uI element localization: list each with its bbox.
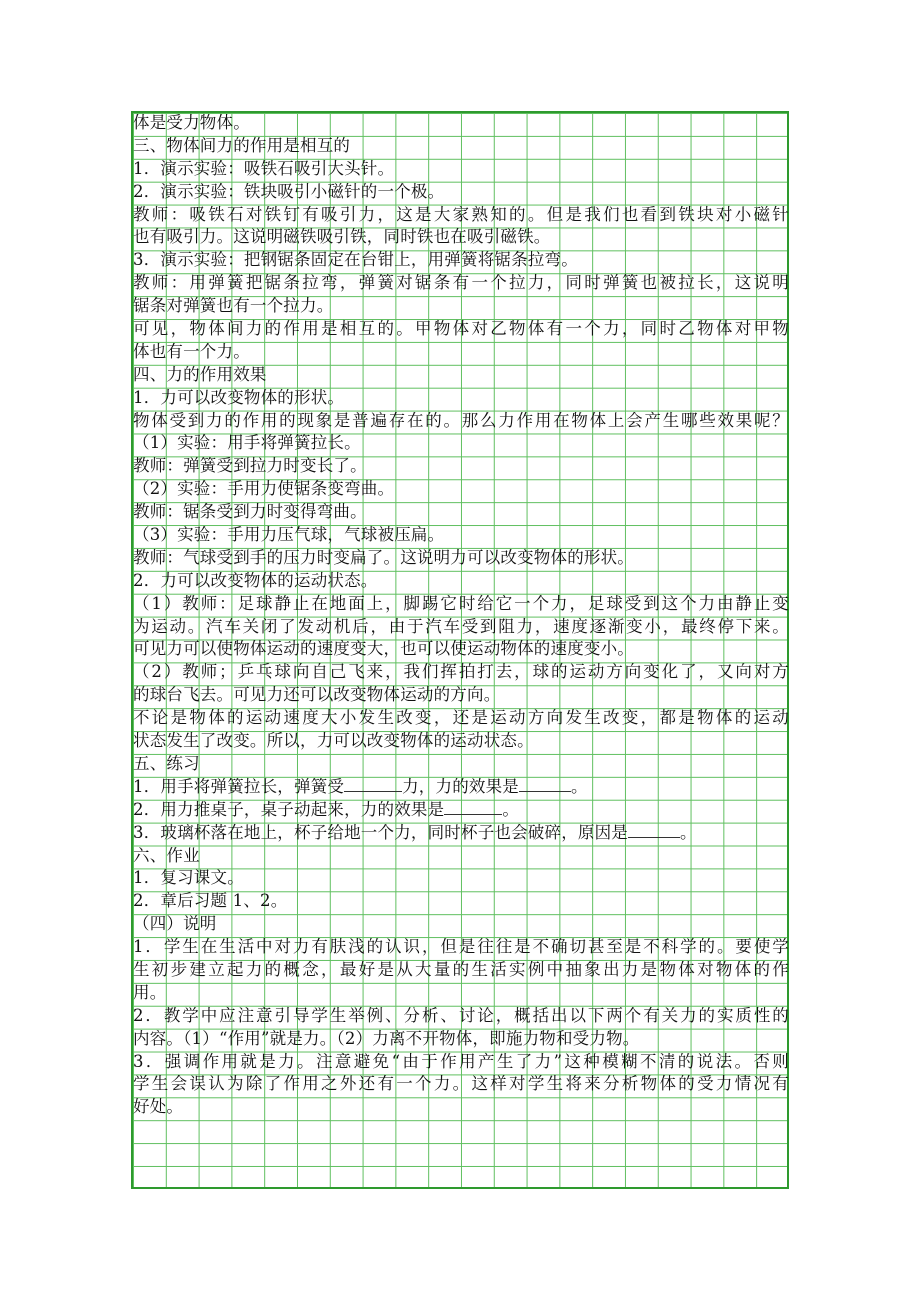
text-line: 生初步建立起力的概念，最好是从大量的生活实例中抽象出力是物体对物体的作	[133, 959, 789, 979]
section-heading: （四）说明	[133, 914, 217, 934]
text-line: （1）实验：用手将弹簧拉长。	[133, 433, 361, 453]
answer-blank	[519, 791, 571, 792]
exercise-line-1	[133, 776, 789, 799]
text-line: 教师：气球受到手的压力时变扁了。这说明力可以改变物体的形状。	[133, 547, 634, 567]
text-line: 内容。（1）“作用”就是力。（2）力离不开物体，即施力物和受力物。	[133, 1028, 640, 1048]
text-line: 学生会误认为除了作用之外还有一个力。这样对学生将来分析物体的受力情况有	[133, 1074, 789, 1094]
text-line: 2．教学中应注意引导学生举例、分析、讨论，概括出以下两个有关力的实质性的	[133, 1005, 789, 1025]
text-line: （1）教师：足球静止在地面上，脚踢它时给它一个力，足球受到这个力由静止变	[133, 593, 789, 613]
text-line: 体也有一个力。	[133, 341, 250, 361]
exercise-line-3	[133, 822, 789, 845]
document-body	[133, 112, 789, 1119]
answer-blank	[628, 837, 680, 838]
text-line: 用。	[133, 982, 167, 1002]
text-line: 1．力可以改变物体的形状。	[133, 387, 345, 407]
section-heading: 五、练习	[133, 753, 200, 773]
text-line: 3．强调作用就是力。注意避免“由于作用产生了力”这种模糊不清的说法。否则	[133, 1051, 789, 1071]
text-line: 教师：锯条受到力时变得弯曲。	[133, 502, 367, 522]
text-line: 教师：用弹簧把锯条拉弯，弹簧对锯条有一个拉力，同时弹簧也被拉长，这说明	[133, 273, 789, 293]
text-line: 1．演示实验：吸铁石吸引大头针。	[133, 158, 395, 178]
text-line: 教师：弹簧受到拉力时变长了。	[133, 456, 367, 476]
text-line: 的球台飞去。可见力还可以改变物体运动的方向。	[133, 685, 501, 705]
text-line: 1．复习课文。	[133, 868, 244, 888]
text-line: （2）实验：手用力使锯条变弯曲。	[133, 479, 395, 499]
exercise-text: 3．玻璃杯落在地上，杯子给地一个力，同时杯子也会破碎，原因是	[133, 822, 628, 842]
exercise-text: 。	[502, 799, 520, 819]
answer-blank	[444, 814, 502, 815]
text-line: 锯条对弹簧也有一个拉力。	[133, 296, 334, 316]
text-line: 可见力可以使物体运动的速度变大，也可以使运动物体的速度变小。	[133, 639, 634, 659]
text-line: 3．演示实验：把钢锯条固定在台钳上，用弹簧将锯条拉弯。	[133, 250, 578, 270]
text-line: （2）教师；乒乓球向自己飞来，我们挥拍打去，球的运动方向变化了，又向对方	[133, 662, 789, 682]
exercise-text: 。	[571, 776, 588, 796]
exercise-text: 。	[680, 822, 697, 842]
text-line: 不论是物体的运动速度大小发生改变，还是运动方向发生改变，都是物体的运动	[133, 708, 789, 728]
section-heading: 六、作业	[133, 845, 200, 865]
text-line: 2．力可以改变物体的运动状态。	[133, 570, 378, 590]
text-line: 好处。	[133, 1097, 184, 1117]
text-line: 2．章后习题 1、2。	[133, 891, 288, 911]
text-line: 1．学生在生活中对力有肤浅的认识，但是往往是不确切甚至是不科学的。要使学	[133, 937, 789, 957]
text-line: 2．演示实验：铁块吸引小磁针的一个极。	[133, 181, 445, 201]
exercise-line-2	[133, 799, 789, 822]
answer-blank	[344, 791, 402, 792]
section-heading: 三、物体间力的作用是相互的	[133, 135, 351, 155]
text-line: （3）实验：手用力压气球，气球被压扁。	[133, 525, 445, 545]
text-line: 也有吸引力。这说明磁铁吸引铁，同时铁也在吸引磁铁。	[133, 227, 551, 247]
exercise-text: 力，力的效果是	[402, 776, 520, 796]
text-line: 物体受到力的作用的现象是普遍存在的。那么力作用在物体上会产生哪些效果呢？	[133, 410, 789, 430]
exercise-text: 1．用手将弹簧拉长，弹簧受	[133, 776, 345, 796]
text-line: 为运动。汽车关闭了发动机后，由于汽车受到阻力，速度逐渐变小，最终停下来。	[133, 616, 789, 636]
text-line: 状态发生了改变。所以，力可以改变物体的运动状态。	[133, 731, 534, 751]
text-line: 可见，物体间力的作用是相互的。甲物体对乙物体有一个力，同时乙物体对甲物	[133, 319, 789, 339]
exercise-text: 2．用力推桌子，桌子动起来，力的效果是	[133, 799, 445, 819]
text-line: 教师：吸铁石对铁钉有吸引力，这是大家熟知的。但是我们也看到铁块对小磁针	[133, 204, 789, 224]
section-heading: 四、力的作用效果	[133, 364, 267, 384]
text-line: 体是受力物体。	[133, 113, 250, 132]
